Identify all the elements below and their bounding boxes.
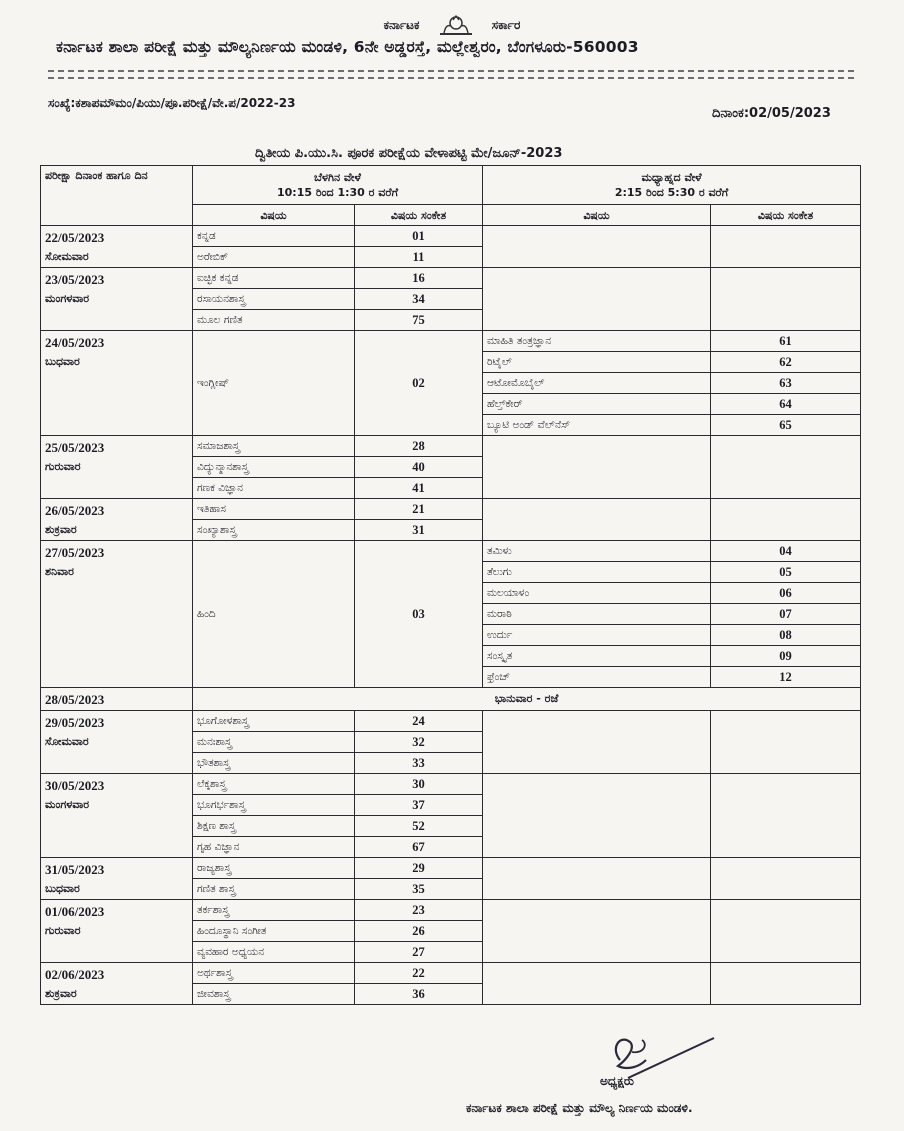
morning-code: 37 — [355, 795, 483, 816]
exam-day: ಶನಿವಾರ — [45, 565, 74, 578]
afternoon-subject: ತೆಲುಗು — [483, 562, 711, 583]
afternoon-subject — [483, 268, 711, 331]
date-cell — [41, 331, 193, 436]
date-cell — [41, 858, 193, 900]
table-row — [41, 963, 861, 984]
government-header — [0, 14, 904, 36]
morning-code: 35 — [355, 879, 483, 900]
reference-number: ಸಂಖ್ಯೆ:ಕಶಾಪಮೌಮಂ/ಪಿಯು/ಪೂ.ಪರೀಕ್ಷೆ/ವೇ.ಪ/2022-23 — [48, 96, 296, 110]
morning-subject: ತರ್ಕಶಾಸ್ತ್ರ — [193, 900, 355, 921]
holiday-row — [41, 688, 861, 711]
morning-subject: ಅರೇಬಿಕ್ — [193, 247, 355, 268]
morning-code: 03 — [355, 541, 483, 688]
holiday-cell: ಭಾನುವಾರ - ರಜೆ — [193, 688, 861, 711]
exam-day: ಬುಧವಾರ — [45, 882, 80, 895]
afternoon-code — [711, 774, 861, 858]
afternoon-subject: ಹೆಲ್ತ್‌ಕೇರ್ — [483, 394, 711, 415]
date-cell — [41, 711, 193, 774]
exam-day: ಶುಕ್ರವಾರ — [45, 987, 77, 1000]
exam-date: 22/05/2023 — [45, 230, 105, 245]
morning-subject: ಗೃಹ ವಿಜ್ಞಾನ — [193, 837, 355, 858]
morning-label: ಬೆಳಗಿನ ವೇಳೆ — [314, 171, 361, 184]
morning-code: 52 — [355, 816, 483, 837]
morning-code: 23 — [355, 900, 483, 921]
header-row — [41, 166, 861, 205]
afternoon-subject: ಮರಾಠಿ — [483, 604, 711, 625]
exam-day: ಗುರುವಾರ — [45, 924, 81, 937]
exam-date: 24/05/2023 — [45, 335, 105, 350]
morning-code: 32 — [355, 732, 483, 753]
afternoon-code: 06 — [711, 583, 861, 604]
divider — [48, 70, 854, 72]
afternoon-code: 65 — [711, 415, 861, 436]
table-row — [41, 331, 861, 352]
state-emblem-icon — [434, 14, 478, 36]
exam-date: 29/05/2023 — [45, 715, 105, 730]
date-cell — [41, 268, 193, 331]
table-row — [41, 268, 861, 289]
morning-code: 34 — [355, 289, 483, 310]
morning-subject: ಐಚ್ಛಿಕ ಕನ್ನಡ — [193, 268, 355, 289]
afternoon-subject — [483, 499, 711, 541]
morning-code: 16 — [355, 268, 483, 289]
afternoon-subject: ತಮಿಳು — [483, 541, 711, 562]
morning-code: 24 — [355, 711, 483, 732]
date-cell — [41, 541, 193, 688]
morning-subject: ರಸಾಯನಶಾಸ್ತ್ರ — [193, 289, 355, 310]
afternoon-subject: ಫ್ರೆಂಚ್ — [483, 667, 711, 688]
morning-subject: ಸಂಖ್ಯಾಶಾಸ್ತ್ರ — [193, 520, 355, 541]
timetable-body — [41, 226, 861, 1005]
exam-day: ಬುಧವಾರ — [45, 355, 80, 368]
afternoon-subject: ಆಟೋಮೊಬೈಲ್ — [483, 373, 711, 394]
morning-subject: ಹಿಂದೂಸ್ಥಾನಿ ಸಂಗೀತ — [193, 921, 355, 942]
date-cell — [41, 963, 193, 1005]
morning-subject: ಮೂಲ ಗಣಿತ — [193, 310, 355, 331]
exam-date: 31/05/2023 — [45, 862, 105, 877]
morning-code: 29 — [355, 858, 483, 879]
exam-day: ಸೋಮವಾರ — [45, 735, 89, 748]
afternoon-code: 04 — [711, 541, 861, 562]
afternoon-code — [711, 226, 861, 268]
morning-subject: ಮನಃಶಾಸ್ತ್ರ — [193, 732, 355, 753]
morning-subject: ಜೀವಶಾಸ್ತ್ರ — [193, 984, 355, 1005]
exam-day: ಮಂಗಳವಾರ — [45, 292, 90, 305]
header-right-word: ಸರ್ಕಾರ — [491, 17, 521, 32]
timetable — [40, 165, 861, 1005]
exam-date: 02/06/2023 — [45, 967, 105, 982]
morning-subject: ಕನ್ನಡ — [193, 226, 355, 247]
afternoon-code — [711, 963, 861, 1005]
board-name: ಕರ್ನಾಟಕ ಶಾಲಾ ಪರೀಕ್ಷೆ ಮತ್ತು ಮೌಲ್ಯನಿರ್ಣಯ ಮಂಡಳಿ, 6ನೇ ಅಡ್ಡರಸ್ತೆ, ಮಲ್ಲೇಶ್ವರಂ, ಬೆಂಗಳೂರು-560003 — [56, 38, 639, 56]
morning-subject: ಭೂಗೋಳಶಾಸ್ತ್ರ — [193, 711, 355, 732]
afternoon-subject: ಬ್ಯೂಟಿ ಅಂಡ್ ವೆಲ್‌ನೆಸ್ — [483, 415, 711, 436]
afternoon-code — [711, 436, 861, 499]
afternoon-code — [711, 268, 861, 331]
afternoon-subject — [483, 963, 711, 1005]
afternoon-code: 08 — [711, 625, 861, 646]
table-row — [41, 541, 861, 562]
exam-day: ಸೋಮವಾರ — [45, 250, 89, 263]
exam-date: 27/05/2023 — [45, 545, 105, 560]
morning-code: 75 — [355, 310, 483, 331]
morning-subject: ಭೌತಶಾಸ್ತ್ರ — [193, 753, 355, 774]
exam-day: ಗುರುವಾರ — [45, 460, 81, 473]
exam-date: 25/05/2023 — [45, 440, 105, 455]
afternoon-subject — [483, 900, 711, 963]
morning-subject: ವಿದ್ಯುನ್ಮಾನಶಾಸ್ತ್ರ — [193, 457, 355, 478]
afternoon-code: 07 — [711, 604, 861, 625]
morning-subject: ಗಣಿತ ಶಾಸ್ತ್ರ — [193, 879, 355, 900]
morning-code: 27 — [355, 942, 483, 963]
afternoon-code — [711, 858, 861, 900]
afternoon-header — [483, 166, 861, 205]
afternoon-code: 05 — [711, 562, 861, 583]
date-cell — [41, 900, 193, 963]
afternoon-subject-header: ವಿಷಯ — [483, 205, 711, 226]
morning-code: 21 — [355, 499, 483, 520]
morning-code: 01 — [355, 226, 483, 247]
morning-subject: ಅರ್ಥಶಾಸ್ತ್ರ — [193, 963, 355, 984]
document-date: ದಿನಾಂಕ:02/05/2023 — [712, 106, 831, 121]
afternoon-subject — [483, 226, 711, 268]
morning-subject: ಶಿಕ್ಷಣ ಶಾಸ್ತ್ರ — [193, 816, 355, 837]
table-row — [41, 774, 861, 795]
morning-code: 26 — [355, 921, 483, 942]
afternoon-subject: ಮಾಹಿತಿ ತಂತ್ರಜ್ಞಾನ — [483, 331, 711, 352]
afternoon-subject — [483, 436, 711, 499]
morning-code: 67 — [355, 837, 483, 858]
afternoon-code: 63 — [711, 373, 861, 394]
morning-code: 28 — [355, 436, 483, 457]
morning-subject-header: ವಿಷಯ — [193, 205, 355, 226]
morning-code: 41 — [355, 478, 483, 499]
exam-day: ಮಂಗಳವಾರ — [45, 798, 90, 811]
table-row — [41, 900, 861, 921]
afternoon-subject: ಉರ್ದು — [483, 625, 711, 646]
afternoon-subject: ಸಂಸ್ಕೃತ — [483, 646, 711, 667]
date-column-header: ಪರೀಕ್ಷಾ ದಿನಾಂಕ ಹಾಗೂ ದಿನ — [41, 166, 193, 226]
morning-subject: ಗಣಕ ವಿಜ್ಞಾನ — [193, 478, 355, 499]
afternoon-subject — [483, 711, 711, 774]
afternoon-code: 62 — [711, 352, 861, 373]
date-cell — [41, 688, 193, 711]
afternoon-subject — [483, 774, 711, 858]
date-cell — [41, 226, 193, 268]
afternoon-code — [711, 900, 861, 963]
table-row — [41, 711, 861, 732]
exam-date: 26/05/2023 — [45, 503, 105, 518]
table-row — [41, 226, 861, 247]
date-cell — [41, 499, 193, 541]
afternoon-subject: ಮಲಯಾಳಂ — [483, 583, 711, 604]
morning-code: 36 — [355, 984, 483, 1005]
morning-subject: ಭೂಗರ್ಭಶಾಸ್ತ್ರ — [193, 795, 355, 816]
morning-time: 10:15 ರಿಂದ 1:30 ರ ವರೆಗೆ — [277, 186, 399, 199]
afternoon-code: 12 — [711, 667, 861, 688]
morning-subject: ಇತಿಹಾಸ — [193, 499, 355, 520]
table-row — [41, 858, 861, 879]
exam-date: 28/05/2023 — [45, 692, 105, 707]
morning-code-header: ವಿಷಯ ಸಂಕೇತ — [355, 205, 483, 226]
morning-subject: ರಾಜ್ಯಶಾಸ್ತ್ರ — [193, 858, 355, 879]
morning-code: 11 — [355, 247, 483, 268]
afternoon-time: 2:15 ರಿಂದ 5:30 ರ ವರೆಗೆ — [614, 186, 729, 199]
exam-date: 01/06/2023 — [45, 904, 105, 919]
afternoon-label: ಮಧ್ಯಾಹ್ನದ ವೇಳೆ — [641, 171, 702, 184]
exam-date: 23/05/2023 — [45, 272, 105, 287]
signatory-title: ಅಧ್ಯಕ್ಷರು — [600, 1074, 634, 1088]
morning-code: 33 — [355, 753, 483, 774]
morning-code: 30 — [355, 774, 483, 795]
morning-code: 22 — [355, 963, 483, 984]
morning-code: 31 — [355, 520, 483, 541]
afternoon-code: 61 — [711, 331, 861, 352]
morning-code: 40 — [355, 457, 483, 478]
morning-subject: ಸಮಾಜಶಾಸ್ತ್ರ — [193, 436, 355, 457]
afternoon-code: 09 — [711, 646, 861, 667]
table-row — [41, 436, 861, 457]
afternoon-subject — [483, 858, 711, 900]
morning-subject: ಹಿಂದಿ — [193, 541, 355, 688]
signatory-board: ಕರ್ನಾಟಕ ಶಾಲಾ ಪರೀಕ್ಷೆ ಮತ್ತು ಮೌಲ್ಯ ನಿರ್ಣಯ ಮಂಡಳಿ. — [466, 1101, 693, 1115]
exam-date: 30/05/2023 — [45, 778, 105, 793]
afternoon-code-header: ವಿಷಯ ಸಂಕೇತ — [711, 205, 861, 226]
divider — [48, 77, 854, 79]
morning-subject: ಲೆಕ್ಕಶಾಸ್ತ್ರ — [193, 774, 355, 795]
morning-code: 02 — [355, 331, 483, 436]
morning-header — [193, 166, 483, 205]
afternoon-code — [711, 499, 861, 541]
afternoon-code — [711, 711, 861, 774]
header-left-word: ಕರ್ನಾಟಕ — [383, 17, 420, 32]
date-cell — [41, 774, 193, 858]
afternoon-subject: ರಿಟೈಲ್ — [483, 352, 711, 373]
date-cell — [41, 436, 193, 499]
morning-subject: ವ್ಯವಹಾರ ಅಧ್ಯಯನ — [193, 942, 355, 963]
table-row — [41, 499, 861, 520]
page-title: ದ್ವಿತೀಯ ಪಿ.ಯು.ಸಿ. ಪೂರಕ ಪರೀಕ್ಷೆಯ ವೇಳಾಪಟ್ಟಿ ಮೇ/ಜೂನ್-2023 — [255, 146, 563, 161]
exam-day: ಶುಕ್ರವಾರ — [45, 523, 77, 536]
morning-subject: ಇಂಗ್ಲೀಷ್ — [193, 331, 355, 436]
afternoon-code: 64 — [711, 394, 861, 415]
